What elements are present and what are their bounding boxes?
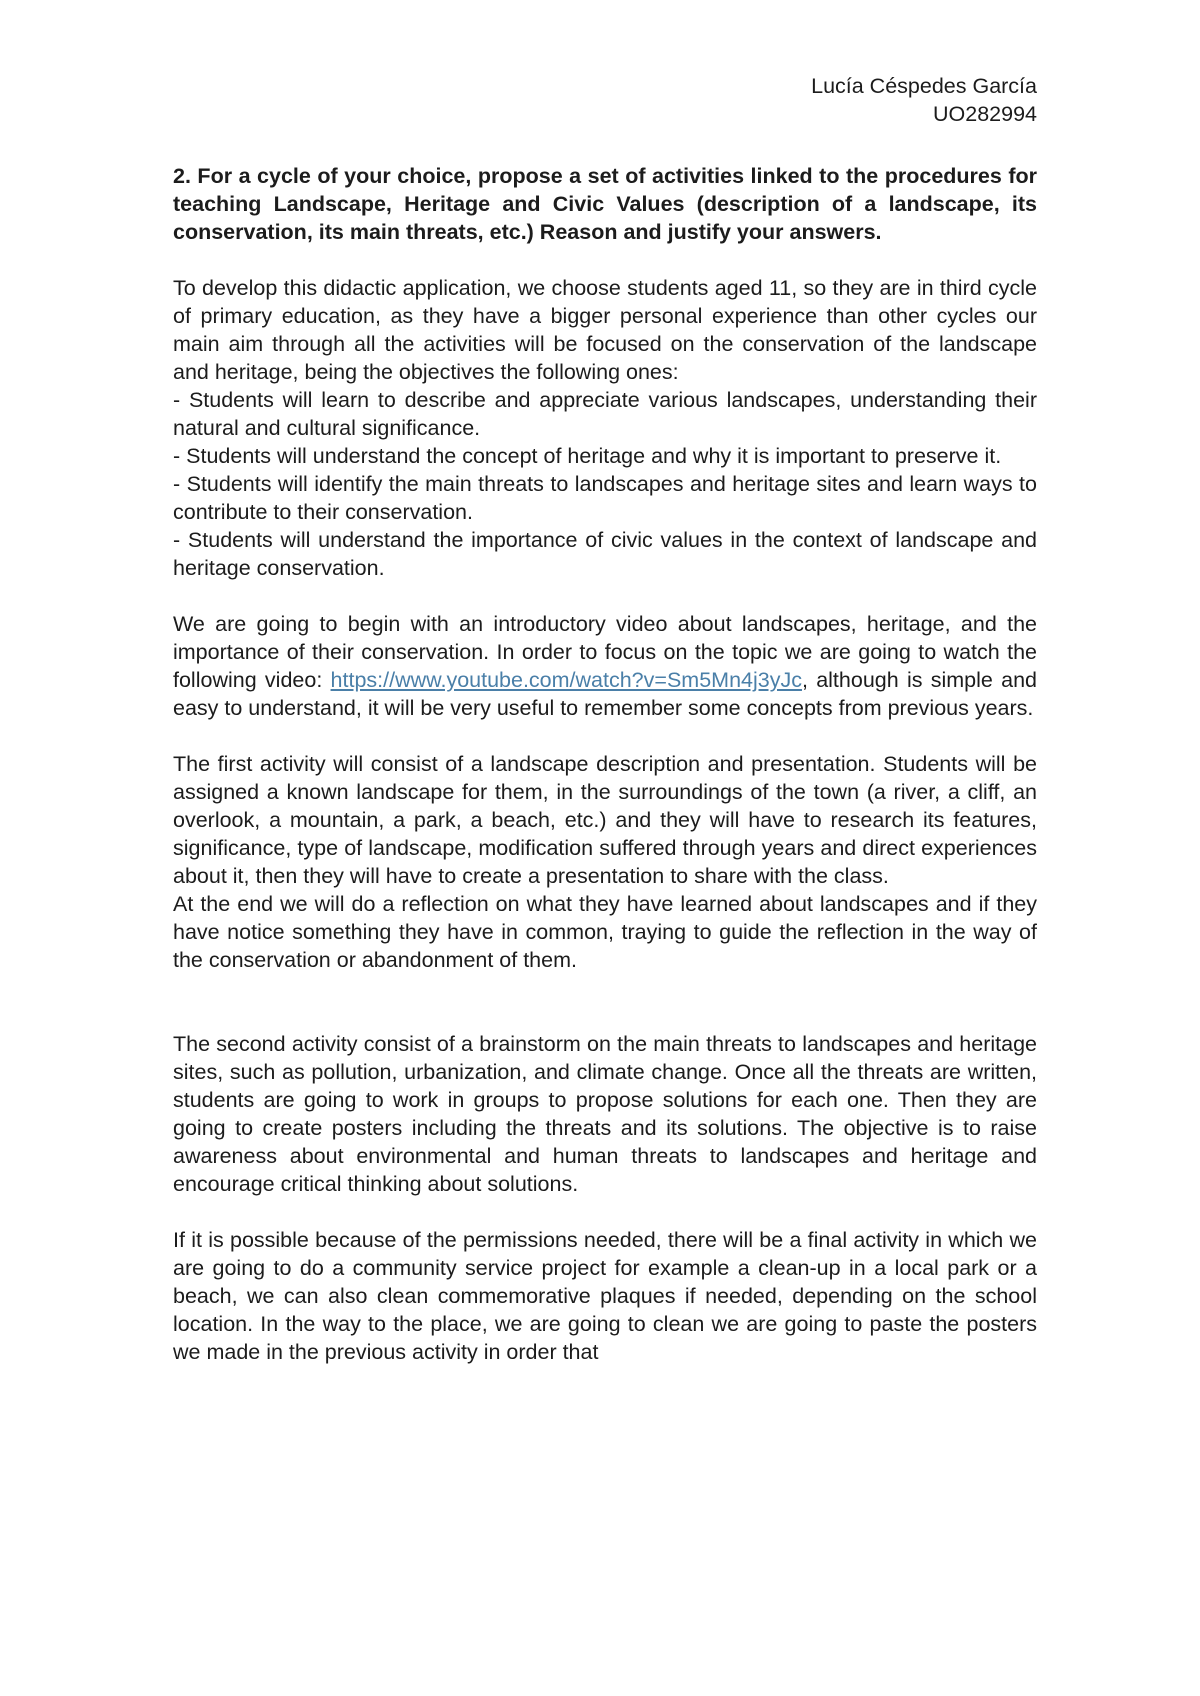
activity-two-paragraph: The second activity consist of a brainstorm on the main threats to landscapes and heritage sites, such as pollution, urbanization, and climate change. Once all the threats are written, students are going to work in groups to propose solutions for each one. Then they are going to create posters including the threats and its solutions. The objective is to raise awareness about environmental and human threats to landscapes and heritage and encourage critical thinking about solutions. (173, 1032, 1037, 1196)
activity-one-reflection: At the end we will do a reflection on what they have learned about landscapes and if they have notice something they have in common, traying to guide the reflection in the way of the conservation or abandonment of them. (173, 892, 1037, 972)
paragraph-spacer (173, 582, 1037, 610)
objective-item: - Students will identify the main threats to landscapes and heritage sites and learn ways to contribute to their conservation. (173, 472, 1037, 524)
author-name: Lucía Céspedes García (811, 74, 1037, 98)
objective-item: - Students will learn to describe and appreciate various landscapes, understanding their natural and cultural significance. (173, 388, 1037, 440)
document-body (173, 72, 1037, 1366)
video-text-after: , although is simple and easy to understand, it will be very useful to remember some concepts from previous years. (173, 668, 1037, 720)
objective-item: - Students will understand the concept of heritage and why it is important to preserve it. (173, 444, 1002, 468)
paragraph-spacer (173, 722, 1037, 750)
question-heading: 2. For a cycle of your choice, propose a set of activities linked to the procedures for teaching Landscape, Heritage and Civic Values (description of a landscape, its conservation, its main threats, etc.) Reason and justify your answers. (173, 164, 1037, 244)
video-paragraph (173, 610, 1037, 722)
paragraph-spacer (173, 974, 1037, 1030)
paragraph-spacer (173, 1198, 1037, 1226)
youtube-link[interactable]: https://www.youtube.com/watch?v=Sm5Mn4j3yJc (330, 668, 802, 692)
student-id: UO282994 (933, 102, 1037, 126)
objective-item: - Students will understand the importance of civic values in the context of landscape and heritage conservation. (173, 528, 1037, 580)
video-text-before: We are going to begin with an introductory video about landscapes, heritage, and the importance of their conservation. In order to focus on the topic we are going to watch the following video: (173, 612, 1037, 692)
activity-one-paragraph: The first activity will consist of a landscape description and presentation. Students will be assigned a known landscape for them, in the surroundings of the town (a river, a cliff, an overlook, a mountain, a park, a beach, etc.) and they will have to research its features, significance, type of landscape, modification suffered through years and direct experiences about it, then they will have to create a presentation to share with the class. (173, 752, 1037, 888)
intro-paragraph: To develop this didactic application, we choose students aged 11, so they are in third cycle of primary education, as they have a bigger personal experience than other cycles our main aim through all the activities will be focused on the conservation of the landscape and heritage, being the objectives the following ones: (173, 276, 1037, 384)
activity-three-paragraph: If it is possible because of the permissions needed, there will be a final activity in which we are going to do a community service project for example a clean-up in a local park or a beach, we can also clean commemorative plaques if needed, depending on the school location. In the way to the place, we are going to clean we are going to paste the posters we made in the previous activity in order that (173, 1228, 1037, 1364)
document-header (173, 72, 1037, 128)
